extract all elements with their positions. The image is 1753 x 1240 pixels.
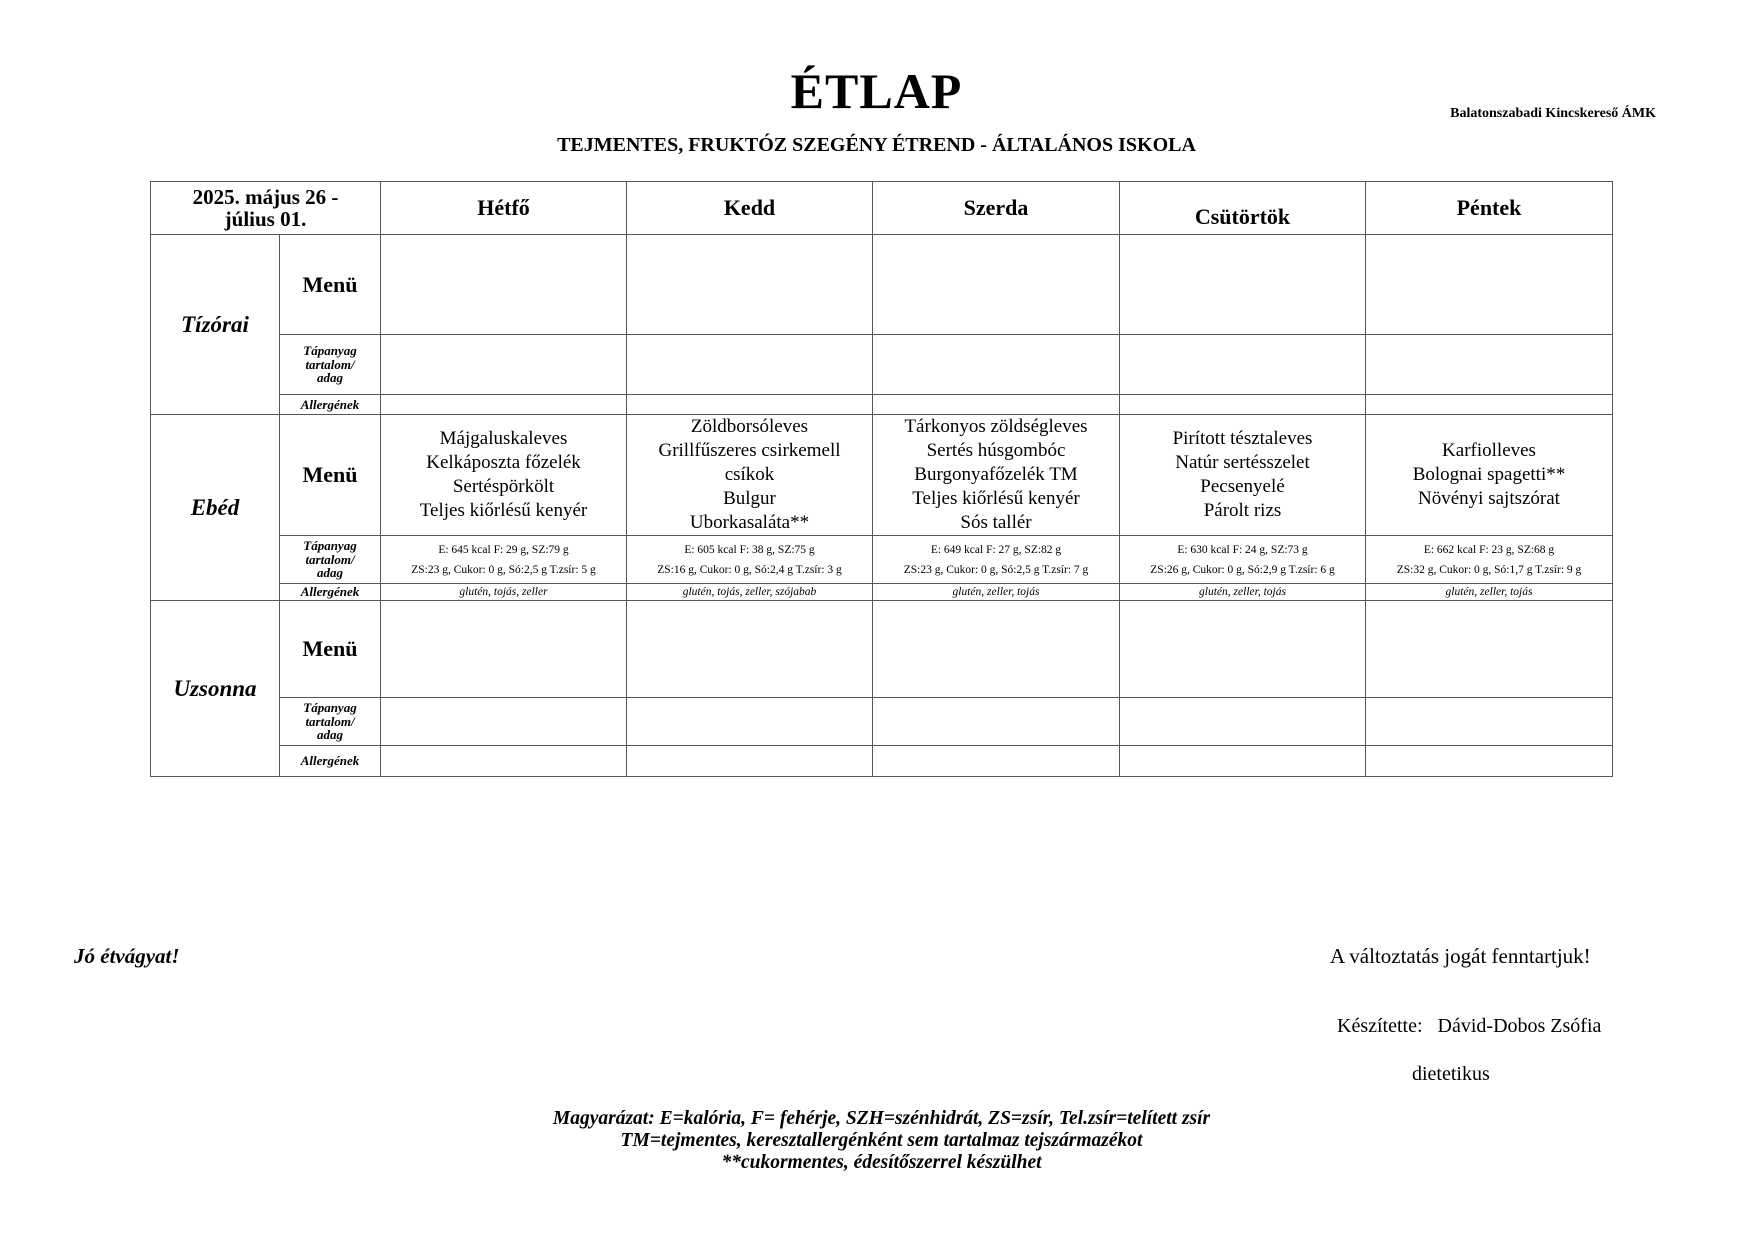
date-range-line2: július 01. <box>224 207 307 231</box>
dish-cell <box>381 235 627 335</box>
nutrition-cell <box>1120 698 1366 746</box>
nutrition-line: E: 645 kcal F: 29 g, SZ:79 g <box>438 543 569 556</box>
institution-name: Balatonszabadi Kincskereső ÁMK <box>1450 106 1656 121</box>
day-header-thursday: Csütörtök <box>1120 182 1366 235</box>
date-range <box>151 182 381 235</box>
row-label-nutrition-line: tartalom/ <box>305 356 355 372</box>
dish-item: Sertés húsgombóc <box>926 440 1066 461</box>
row-label-allergens: Allergének <box>280 746 381 777</box>
date-range-line1: 2025. május 26 - <box>192 184 339 209</box>
nutrition-row <box>151 698 1613 746</box>
row-label-nutrition-line: Tápanyag <box>303 538 357 554</box>
prepared-by-name: Dávid-Dobos Zsófia <box>1437 1015 1602 1037</box>
legend-line: TM=tejmentes, keresztallergénként sem tartalmaz tejszármazékot <box>620 1130 1143 1151</box>
row-label-nutrition-line: adag <box>317 565 343 581</box>
allergens-cell: glutén, tojás, zeller, szójabab <box>627 584 873 601</box>
row-label-menu: Menü <box>280 601 381 698</box>
day-header-tuesday: Kedd <box>627 182 873 235</box>
dish-item: csíkok <box>724 464 775 485</box>
row-label-menu: Menü <box>280 415 381 536</box>
dish-cell <box>873 601 1120 698</box>
nutrition-cell <box>1120 536 1366 584</box>
row-label-nutrition-line: tartalom/ <box>305 551 355 567</box>
legend <box>0 1108 1753 1174</box>
nutrition-cell <box>873 536 1120 584</box>
nutrition-cell <box>627 698 873 746</box>
menu-row <box>151 415 1613 536</box>
page-subtitle: TEJMENTES, FRUKTÓZ SZEGÉNY ÉTREND - ÁLTALÁNOS ISKOLA <box>557 134 1196 156</box>
nutrition-line: ZS:23 g, Cukor: 0 g, Só:2,5 g T.zsír: 7 g <box>903 563 1089 576</box>
prepared-by <box>1337 1015 1601 1038</box>
dish-cell <box>627 415 873 536</box>
dish-cell <box>627 601 873 698</box>
dish-cell <box>1120 601 1366 698</box>
row-label-allergens: Allergének <box>280 395 381 415</box>
allergens-cell <box>1120 395 1366 415</box>
day-header-wednesday: Szerda <box>873 182 1120 235</box>
dish-item: Párolt rizs <box>1203 500 1282 521</box>
row-label-nutrition-line: Tápanyag <box>303 700 357 716</box>
nutrition-cell <box>381 335 627 395</box>
dish-item: Pecsenyelé <box>1200 476 1285 497</box>
row-label-nutrition-line: tartalom/ <box>305 713 355 729</box>
dish-item: Natúr sertésszelet <box>1175 452 1310 473</box>
dish-item: Teljes kiőrlésű kenyér <box>419 500 588 521</box>
allergens-cell: glutén, zeller, tojás <box>873 584 1120 601</box>
meal-name: Uzsonna <box>151 601 280 777</box>
row-label-nutrition <box>280 536 381 584</box>
allergens-row <box>151 584 1613 601</box>
page-title: ÉTLAP <box>790 63 963 119</box>
allergens-cell <box>627 746 873 777</box>
preparer-role: dietetikus <box>1412 1063 1490 1085</box>
bon-appetit-text: Jó étvágyat! <box>74 944 180 968</box>
dish-item: Karfiolleves <box>1442 440 1536 461</box>
dish-item: Bolognai spagetti** <box>1412 464 1566 485</box>
nutrition-cell <box>1120 335 1366 395</box>
dish-cell <box>1366 415 1613 536</box>
allergens-cell <box>1120 746 1366 777</box>
dish-cell <box>1366 601 1613 698</box>
menu-table <box>150 181 1613 777</box>
dish-item: Kelkáposzta főzelék <box>426 452 581 473</box>
allergens-row <box>151 395 1613 415</box>
row-label-nutrition-line: Tápanyag <box>303 343 357 359</box>
nutrition-cell <box>381 536 627 584</box>
nutrition-line: ZS:23 g, Cukor: 0 g, Só:2,5 g T.zsír: 5 g <box>411 563 596 576</box>
allergens-cell: glutén, tojás, zeller <box>381 584 627 601</box>
nutrition-line: ZS:26 g, Cukor: 0 g, Só:2,9 g T.zsír: 6 g <box>1150 563 1335 576</box>
menu-row <box>151 601 1613 698</box>
dish-item: Sertéspörkölt <box>452 476 555 497</box>
nutrition-line: E: 649 kcal F: 27 g, SZ:82 g <box>930 543 1062 556</box>
dish-item: Májgaluskaleves <box>439 428 568 449</box>
nutrition-cell <box>627 536 873 584</box>
dish-cell <box>627 235 873 335</box>
dish-cell <box>1120 235 1366 335</box>
dish-cell <box>381 415 627 536</box>
dish-item: Grillfűszeres csirkemell <box>658 440 841 461</box>
allergens-cell: glutén, zeller, tojás <box>1120 584 1366 601</box>
dish-cell <box>873 415 1120 536</box>
meal-name: Ebéd <box>151 415 280 601</box>
header-row <box>151 182 1613 235</box>
nutrition-cell <box>873 335 1120 395</box>
allergens-cell <box>873 746 1120 777</box>
row-label-menu: Menü <box>280 235 381 335</box>
nutrition-line: E: 662 kcal F: 23 g, SZ:68 g <box>1423 543 1555 556</box>
dish-cell <box>873 235 1120 335</box>
allergens-row <box>151 746 1613 777</box>
dish-item: Bulgur <box>723 488 776 509</box>
nutrition-row <box>151 335 1613 395</box>
nutrition-cell <box>1366 335 1613 395</box>
nutrition-line: E: 605 kcal F: 38 g, SZ:75 g <box>684 543 815 556</box>
row-label-allergens: Allergének <box>280 584 381 601</box>
dish-item: Zöldborsóleves <box>690 416 809 437</box>
nutrition-line: E: 630 kcal F: 24 g, SZ:73 g <box>1177 543 1308 556</box>
nutrition-cell <box>627 335 873 395</box>
allergens-cell <box>1366 746 1613 777</box>
row-label-nutrition <box>280 335 381 395</box>
dish-cell <box>1366 235 1613 335</box>
nutrition-line: ZS:32 g, Cukor: 0 g, Só:1,7 g T.zsír: 9 g <box>1396 563 1582 576</box>
row-label-nutrition-line: adag <box>317 727 343 743</box>
nutrition-cell <box>1366 698 1613 746</box>
day-header-friday: Péntek <box>1366 182 1613 235</box>
dish-item: Burgonyafőzelék TM <box>914 464 1078 485</box>
allergens-cell <box>381 395 627 415</box>
dish-item: Növényi sajtszórat <box>1418 488 1560 509</box>
reserve-rights-text: A változtatás jogát fenntartjuk! <box>1330 944 1591 968</box>
prepared-by-label: Készítette: <box>1337 1015 1423 1037</box>
dish-item: Sós tallér <box>960 512 1032 533</box>
allergens-cell <box>627 395 873 415</box>
menu-row <box>151 235 1613 335</box>
dish-item: Teljes kiőrlésű kenyér <box>912 488 1080 509</box>
dish-cell <box>381 601 627 698</box>
allergens-cell <box>873 395 1120 415</box>
row-label-nutrition-line: adag <box>317 370 343 386</box>
dish-item: Tárkonyos zöldségleves <box>904 416 1088 437</box>
meal-name: Tízórai <box>151 235 280 415</box>
nutrition-cell <box>381 698 627 746</box>
dish-item: Pirított tésztaleves <box>1172 428 1313 449</box>
allergens-cell: glutén, zeller, tojás <box>1366 584 1613 601</box>
legend-line: **cukormentes, édesítőszerrel készülhet <box>721 1152 1042 1173</box>
nutrition-cell <box>873 698 1120 746</box>
row-label-nutrition <box>280 698 381 746</box>
dish-item: Uborkasaláta** <box>689 512 810 533</box>
nutrition-line: ZS:16 g, Cukor: 0 g, Só:2,4 g T.zsír: 3 g <box>657 563 842 576</box>
allergens-cell <box>381 746 627 777</box>
allergens-cell <box>1366 395 1613 415</box>
day-header-monday: Hétfő <box>381 182 627 235</box>
legend-line: Magyarázat: E=kalória, F= fehérje, SZH=szénhidrát, ZS=zsír, Tel.zsír=telített zsír <box>552 1108 1211 1129</box>
dish-cell <box>1120 415 1366 536</box>
nutrition-cell <box>1366 536 1613 584</box>
nutrition-row <box>151 536 1613 584</box>
